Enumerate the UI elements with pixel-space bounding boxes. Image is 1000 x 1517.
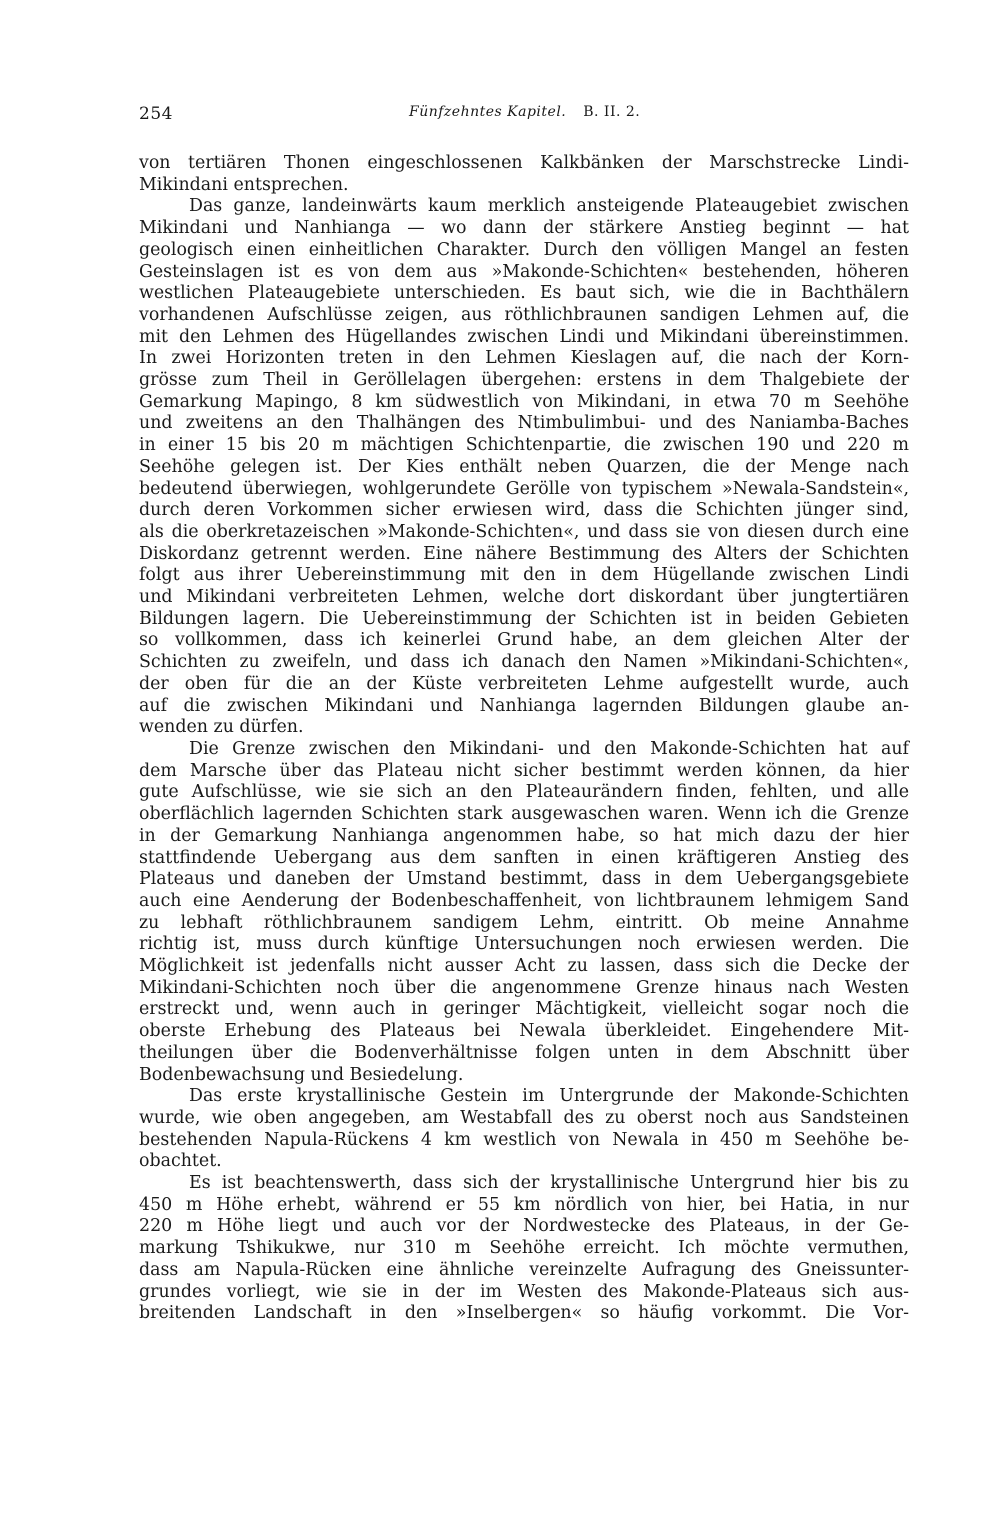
text-line: markung Tshikukwe, nur 310 m Seehöhe erreicht. Ich möchte vermuthen, bbox=[139, 1238, 909, 1259]
text-line: dass am Napula-Rücken eine ähnliche vereinzelte Aufragung des Gneissunter- bbox=[139, 1259, 909, 1280]
text-line: Gemarkung Mapingo, 8 km südwestlich von Mikindani, in etwa 70 m Seehöhe bbox=[139, 391, 909, 412]
text-line: oberflächlich lagernden Schichten stark ausgewaschen waren. Wenn ich die Grenze bbox=[139, 804, 909, 825]
text-line: oberste Erhebung des Plateaus bei Newala überkleidet. Eingehendere Mit- bbox=[139, 1021, 909, 1042]
text-line: durch deren Vorkommen sicher erwiesen wird, dass die Schichten jünger sind, bbox=[139, 500, 909, 521]
text-line: so vollkommen, dass ich keinerlei Grund habe, an dem gleichen Alter der bbox=[139, 630, 909, 651]
text-line: grundes vorliegt, wie sie in der im Westen des Makonde-Plateaus sich aus- bbox=[139, 1281, 909, 1302]
text-line: grösse zum Theil in Geröllelagen übergehen: erstens in dem Thalgebiete der bbox=[139, 370, 909, 391]
text-line: wenden zu dürfen. bbox=[139, 717, 304, 738]
text-line: als die oberkretazeischen »Makonde-Schichten«, und dass sie von diesen durch eine bbox=[139, 521, 909, 542]
text-line: auch eine Aenderung der Bodenbeschaffenheit, von lichtbraunem lehmigem Sand bbox=[139, 890, 909, 911]
running-title bbox=[409, 104, 640, 120]
text-line: zu lebhaft röthlichbraunem sandigem Lehm, eintritt. Ob meine Annahme bbox=[139, 912, 909, 933]
text-line: in einer 15 bis 20 m mächtigen Schichtenpartie, die zwischen 190 und 220 m bbox=[139, 435, 909, 456]
text-line: Mikindani entsprechen. bbox=[139, 174, 349, 195]
text-line: der oben für die an der Küste verbreiteten Lehme aufgestellt wurde, auch bbox=[139, 673, 909, 694]
text-line: Seehöhe gelegen ist. Der Kies enthält neben Quarzen, die der Menge nach bbox=[139, 456, 909, 477]
text-line: mit den Lehmen des Hügellandes zwischen Lindi und Mikindani übereinstimmen. bbox=[139, 326, 909, 347]
page-number: 254 bbox=[139, 104, 173, 124]
text-line: bedeutend überwiegen, wohlgerundete Gerölle von typischem »Newala-Sandstein«, bbox=[139, 478, 909, 499]
body-text bbox=[139, 153, 909, 1325]
text-line: Diskordanz getrennt werden. Eine nähere Bestimmung des Alters der Schichten bbox=[139, 543, 909, 564]
text-line: theilungen über die Bodenverhältnisse folgen unten in dem Abschnitt über bbox=[139, 1042, 909, 1063]
text-line: In zwei Horizonten treten in den Lehmen Kieslagen auf, die nach der Korn- bbox=[139, 348, 909, 369]
text-line: obachtet. bbox=[139, 1151, 222, 1172]
text-line: auf die zwischen Mikindani und Nanhianga lagernden Bildungen glaube an- bbox=[139, 695, 909, 716]
chapter-title: Fünfzehntes Kapitel. bbox=[409, 104, 567, 120]
text-line: westlichen Plateaugebiete unterschieden. Es baut sich, wie die in Bachthälern bbox=[139, 283, 909, 304]
text-line: 220 m Höhe liegt und auch vor der Nordwestecke des Plateaus, in der Ge- bbox=[139, 1216, 909, 1237]
text-line: Gesteinslagen ist es von dem aus »Makonde-Schichten« bestehenden, höheren bbox=[139, 261, 909, 282]
text-line: Möglichkeit ist jedenfalls nicht ausser Acht zu lassen, dass sich die Decke der bbox=[139, 956, 909, 977]
text-line: Bildungen lagern. Die Uebereinstimmung der Schichten ist in beiden Gebieten bbox=[139, 608, 909, 629]
text-line: erstreckt und, wenn auch in geringer Mächtigkeit, vielleicht sogar noch die bbox=[139, 999, 909, 1020]
text-line: Die Grenze zwischen den Mikindani- und den Makonde-Schichten hat auf bbox=[189, 738, 909, 759]
text-line: gute Aufschlüsse, wie sie sich an den Plateaurändern finden, fehlten, und alle bbox=[139, 782, 909, 803]
text-line: von tertiären Thonen eingeschlossenen Kalkbänken der Marschstrecke Lindi- bbox=[139, 153, 909, 173]
text-line: vorhandenen Aufschlüsse zeigen, aus röthlichbraunen sandigen Lehmen auf, die bbox=[139, 304, 909, 325]
text-line: Es ist beachtenswerth, dass sich der krystallinische Untergrund hier bis zu bbox=[189, 1173, 909, 1194]
text-line: Schichten zu zweifeln, und dass ich danach den Namen »Mikindani-Schichten«, bbox=[139, 652, 909, 673]
text-line: Das ganze, landeinwärts kaum merklich ansteigende Plateaugebiet zwischen bbox=[189, 196, 909, 217]
text-line: Bodenbewachsung und Besiedelung. bbox=[139, 1064, 464, 1085]
text-line: bestehenden Napula-Rückens 4 km westlich von Newala in 450 m Seehöhe be- bbox=[139, 1129, 909, 1150]
text-line: Das erste krystallinische Gestein im Untergrunde der Makonde-Schichten bbox=[189, 1086, 909, 1107]
text-line: Plateaus und daneben der Umstand bestimmt, dass in dem Uebergangsgebiete bbox=[139, 869, 909, 890]
text-line: folgt aus ihrer Uebereinstimmung mit den in dem Hügellande zwischen Lindi bbox=[139, 565, 909, 586]
section-reference: B. II. 2. bbox=[583, 104, 641, 120]
text-line: richtig ist, muss durch künftige Untersuchungen noch erwiesen werden. Die bbox=[139, 934, 909, 955]
text-line: und Mikindani verbreiteten Lehmen, welche dort diskordant über jungtertiären bbox=[139, 587, 909, 608]
text-line: Mikindani-Schichten noch über die angenommene Grenze hinaus nach Westen bbox=[139, 977, 909, 998]
text-line: wurde, wie oben angegeben, am Westabfall des zu oberst noch aus Sandsteinen bbox=[139, 1107, 909, 1128]
text-line: Mikindani und Nanhianga — wo dann der stärkere Anstieg beginnt — hat bbox=[139, 218, 909, 239]
text-line: und zweitens an den Thalhängen des Ntimbulimbui- und des Naniamba-Baches bbox=[139, 413, 909, 434]
text-line: breitenden Landschaft in den »Inselbergen« so häufig vorkommt. Die Vor- bbox=[139, 1303, 909, 1324]
text-line: stattfindende Uebergang aus dem sanften in einen kräftigeren Anstieg des bbox=[139, 847, 909, 868]
page-header bbox=[139, 104, 909, 128]
text-line: dem Marsche über das Plateau nicht sicher bestimmt werden können, da hier bbox=[139, 760, 909, 781]
text-line: 450 m Höhe erhebt, während er 55 km nördlich von hier, bei Hatia, in nur bbox=[139, 1194, 909, 1215]
text-line: geologisch einen einheitlichen Charakter. Durch den völligen Mangel an festen bbox=[139, 239, 909, 260]
text-line: in der Gemarkung Nanhianga angenommen habe, so hat mich dazu der hier bbox=[139, 825, 909, 846]
